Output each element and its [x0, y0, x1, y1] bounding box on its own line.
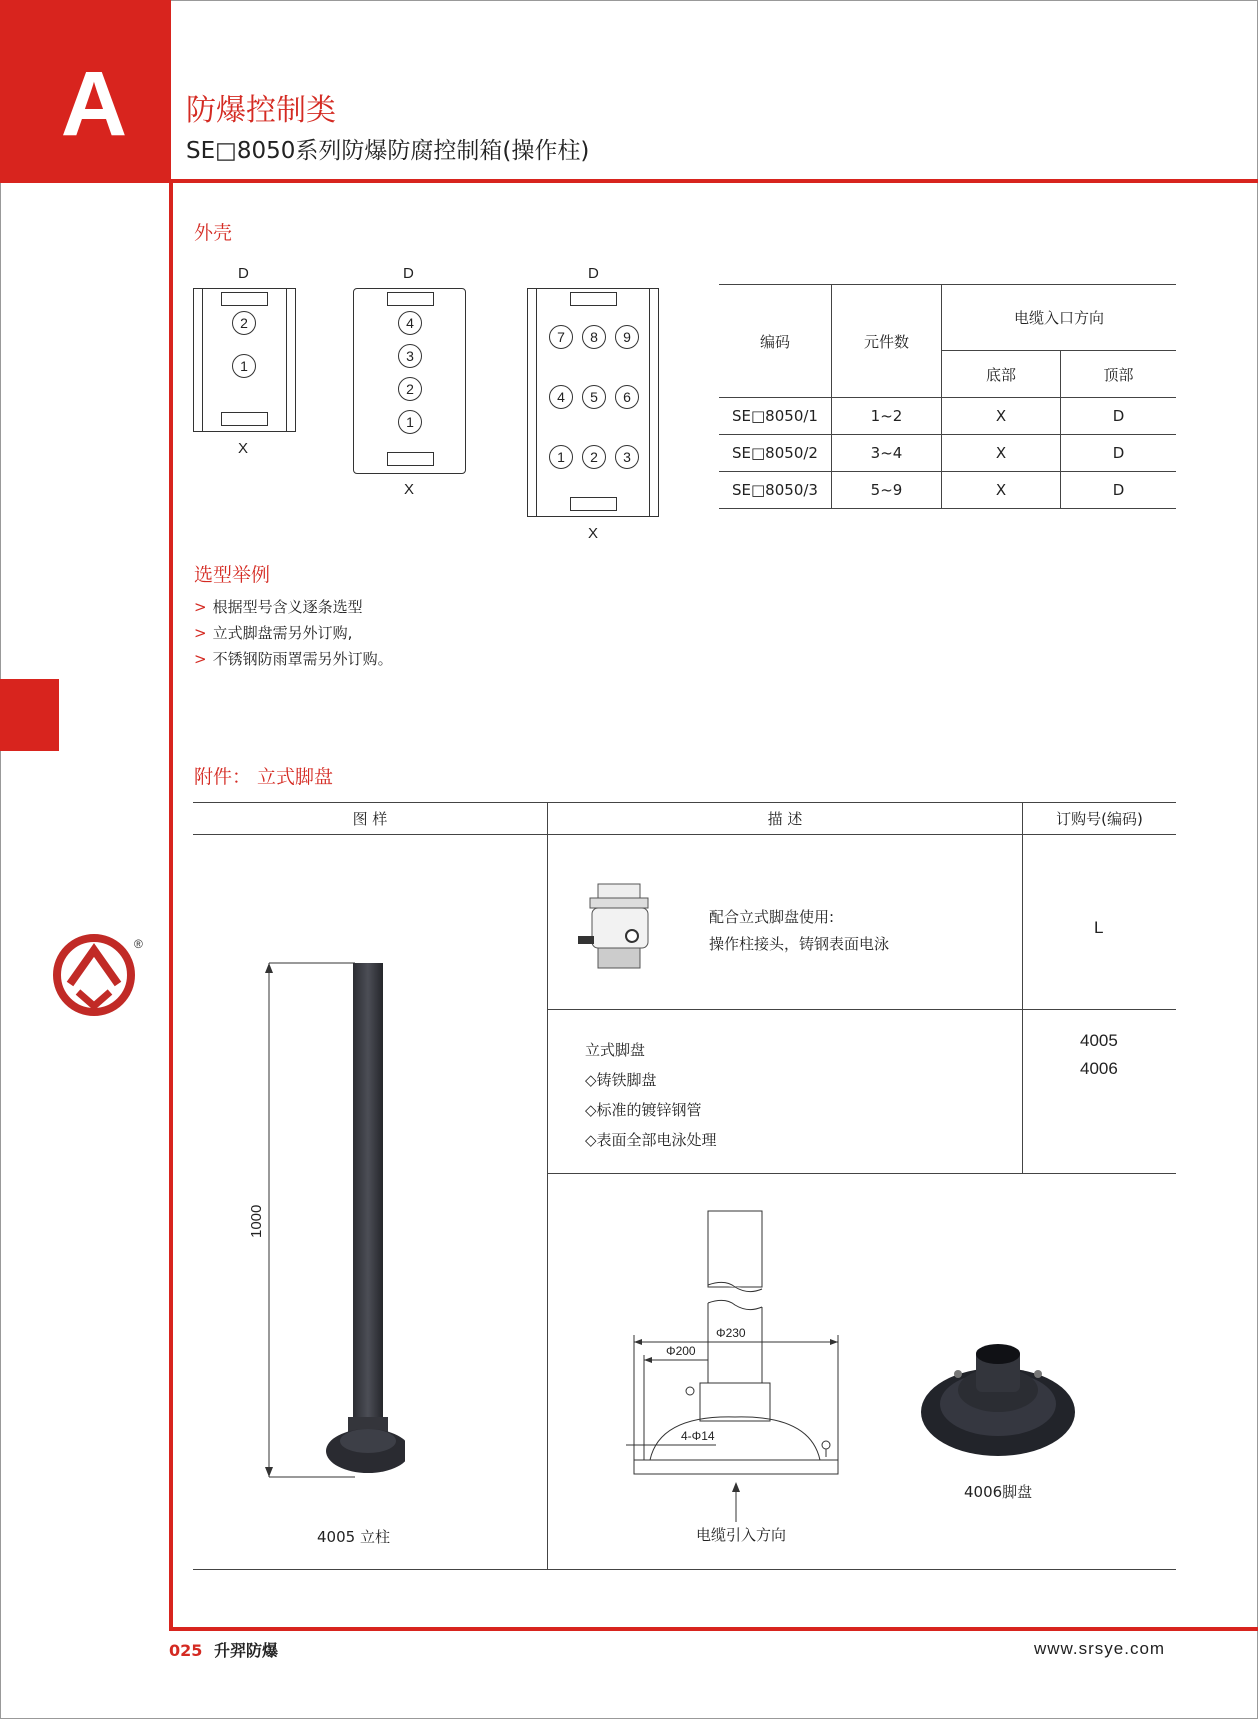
chapter-letter: A [60, 53, 128, 155]
accessory-heading: 附件： 立式脚盘 [194, 766, 334, 788]
cable-direction-caption: 电缆引入方向 [696, 1526, 787, 1544]
col-code: 编码 [719, 285, 832, 398]
category-title: 防爆控制类 [186, 93, 336, 128]
button-position: 4 [398, 311, 422, 335]
cell-count: 5~9 [832, 472, 942, 509]
cell-code: SE□8050/1 [719, 398, 832, 435]
dim-14: 4-Φ14 [681, 1429, 715, 1443]
button-position: 3 [615, 445, 639, 469]
list-item: > 根据型号含义逐条选型 [194, 598, 363, 616]
left-rule [169, 183, 173, 1630]
col-desc: 描 述 [548, 803, 1023, 835]
header-rule [171, 179, 1258, 183]
cell-code: SE□8050/3 [719, 472, 832, 509]
brand-name: 升羿防爆 [213, 1641, 278, 1660]
row2-order-codes: 4005 4006 [1080, 1031, 1118, 1078]
shell-heading: 外壳 [194, 222, 233, 244]
button-position: 6 [615, 385, 639, 409]
table-row [719, 435, 1176, 472]
button-position: 2 [582, 445, 606, 469]
row1-order-code: L [1094, 918, 1104, 937]
button-position: 8 [582, 325, 606, 349]
shell-box-3 [527, 288, 659, 517]
shell-box-1 [193, 288, 296, 432]
connector-image [572, 880, 667, 975]
box2-top-label: D [403, 265, 414, 282]
col-top: 顶部 [1061, 351, 1177, 398]
list-item: > 不锈钢防雨罩需另外订购。 [194, 650, 393, 668]
button-position: 7 [549, 325, 573, 349]
website-link: www.srsye.com [1034, 1639, 1166, 1658]
col-count: 元件数 [832, 285, 942, 398]
box3-top-label: D [588, 265, 599, 282]
button-position: 1 [549, 445, 573, 469]
cell-bottom: X [942, 472, 1061, 509]
button-position: 4 [549, 385, 573, 409]
col-direction: 电缆入口方向 [942, 285, 1177, 351]
button-position: 1 [398, 410, 422, 434]
box3-bottom-label: X [588, 525, 599, 542]
side-tab [0, 679, 59, 751]
cell-bottom: X [942, 435, 1061, 472]
button-position: 2 [398, 377, 422, 401]
base-drawing [620, 1205, 850, 1475]
button-position: 2 [232, 311, 256, 335]
col-order: 订购号(编码) [1023, 803, 1177, 835]
table-row [719, 398, 1176, 435]
dim-200: Φ200 [666, 1344, 696, 1358]
svg-text:®: ® [134, 937, 143, 951]
arrow-up-icon [730, 1482, 742, 1522]
selection-heading: 选型举例 [194, 564, 271, 586]
base-image [918, 1338, 1080, 1463]
shell-box-2 [353, 288, 466, 474]
col-image: 图 样 [193, 803, 548, 835]
col-bottom: 底部 [942, 351, 1061, 398]
cell-top: D [1061, 398, 1177, 435]
button-position: 9 [615, 325, 639, 349]
box2-bottom-label: X [404, 481, 415, 498]
base-caption: 4006脚盘 [964, 1483, 1033, 1501]
spec-table [719, 284, 1176, 509]
cell-top: D [1061, 472, 1177, 509]
box1-bottom-label: X [238, 440, 249, 457]
series-title: SE□8050系列防爆防腐控制箱(操作柱) [186, 138, 590, 164]
footer-brand [169, 1638, 278, 1661]
list-item: > 立式脚盘需另外订购, [194, 624, 353, 642]
page-number: 025 [169, 1641, 203, 1660]
pillar-caption: 4005 立柱 [317, 1528, 390, 1546]
table-row [719, 472, 1176, 509]
brand-logo [50, 932, 150, 1018]
cell-code: SE□8050/2 [719, 435, 832, 472]
cell-count: 1~2 [832, 398, 942, 435]
cell-top: D [1061, 435, 1177, 472]
box1-top-label: D [238, 265, 249, 282]
button-position: 5 [582, 385, 606, 409]
pillar-height-label: 1000 [248, 1204, 265, 1238]
dim-230: Φ230 [716, 1326, 746, 1340]
button-position: 1 [232, 354, 256, 378]
footer-rule [169, 1627, 1258, 1631]
row1-description: 配合立式脚盘使用: 操作柱接头，铸钢表面电泳 [709, 908, 890, 953]
row2-description: 立式脚盘 ◇铸铁脚盘 ◇标准的镀锌钢管 ◇表面全部电泳处理 [585, 1041, 717, 1149]
cell-bottom: X [942, 398, 1061, 435]
cell-count: 3~4 [832, 435, 942, 472]
pillar-image [255, 955, 405, 1485]
button-position: 3 [398, 344, 422, 368]
